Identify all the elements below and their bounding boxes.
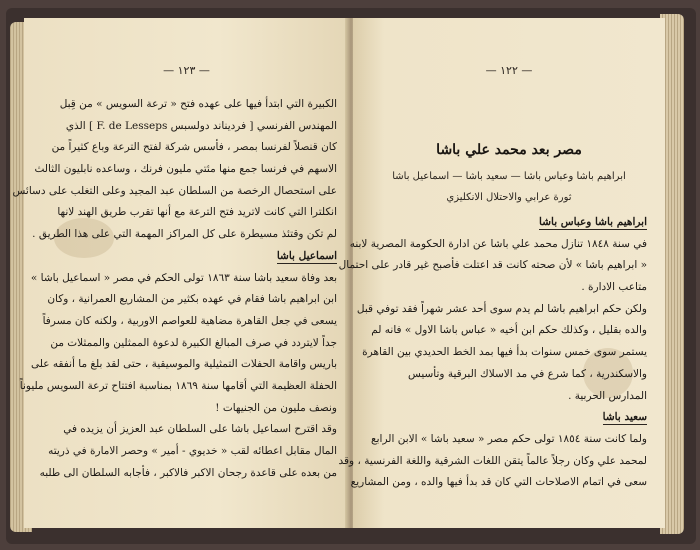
text-line: لم تكن وقتئذ مسيطرة على كل المراكز المهمة التي على هذا الطريق . [32, 228, 337, 241]
section-heading [371, 407, 647, 429]
text-line: يسعى في جعل القاهرة مضاهية للعواصم الاوربية ، ولكنه كان مسرفاً [42, 314, 337, 327]
section-heading [371, 212, 647, 234]
right-page [338, 18, 665, 528]
text-line: ونصف مليون من الجنيهات ! [215, 401, 337, 414]
chapter-title: مصر بعد محمد علي باشا [436, 142, 582, 158]
text-line: بعد وفاة سعيد باشا سنة ١٨٦٣ تولى الحكم في مصر « اسماعيل باشا » [30, 271, 337, 284]
text-line: في سنة ١٨٤٨ تنازل محمد علي باشا عن ادارة الحكومة المصرية لابنه [349, 237, 647, 250]
text-line: باريس واقامة الحفلات التمثيلية والموسيقية ، حتى لقد بلغ ما أنفقه على [31, 358, 337, 371]
text-line: والده بقليل ، وكذلك حكم ابن أخيه « عباس باشا الاول » فانه لم [371, 324, 647, 337]
chapter-subtitle: ابراهيم باشا وعباس باشا — سعيد باشا — اسماعيل باشا [392, 171, 626, 182]
text-line: ابن ابراهيم باشا فقام في عهده بكثير من المشاريع العمرانية ، وكان [47, 293, 337, 306]
text-line: جداً لايتردد في صرف المبالغ الكبيرة لدعوة الممثلين والممثلات من [50, 336, 337, 349]
section-heading [50, 246, 337, 268]
section-heading-text: سعيد باشا [602, 411, 647, 424]
page-number: — ١٢٢ — [485, 64, 533, 77]
text-line: الاسهم في فرنسا جمع منها مئتي مليون فرنك ، وساعده نابليون الثالث [34, 163, 337, 176]
section-heading-text: ابراهيم باشا وعباس باشا [539, 216, 647, 228]
text-line: المهندس الفرنسي [ فرديناند دولسبس F. de Lesseps ] الذي [65, 119, 337, 132]
text-line: سعى في اتمام الاصلاحات التي كان قد بدأ فيها والده ، ومن المشاريع [350, 476, 647, 489]
text-line: ولكن حكم ابراهيم باشا لم يدم سوى أحد عشر شهراً فقد توفي قبل [356, 302, 647, 315]
text-line: المال مقابل اعطائه لقب « خديوي - أمير » وحصر الامارة في ذريته [48, 445, 337, 457]
text-line: الحفلة العظيمة التي أقامها سنة ١٨٦٩ بمناسبة افتتاح ترعة السويس مليوناً [19, 379, 337, 392]
text-line: الكبيرة التي ابتدأ فيها على عهده فتح « ترعة السويس » من قِبل [59, 98, 337, 110]
left-page [12, 18, 349, 528]
left-page-text [12, 94, 337, 484]
text-line: يستمر سوى خمس سنوات بدأ فيها بمد الخط الحديدي بين القاهرة [362, 346, 647, 359]
text-line: متاعب الادارة . [581, 281, 647, 294]
chapter-subtitle: ثورة عرابي والاحتلال الانكليزي [446, 192, 572, 203]
text-line: من بعده على قاعدة رجحان الاكبر فالاكبر ، فأجابه السلطان الى طلبه [39, 466, 337, 479]
text-line: وقد اقترح اسماعيل باشا على السلطان عبد العزيز أن يزيده في [63, 423, 337, 436]
text-line: ولما كانت سنة ١٨٥٤ تولى حكم مصر « سعيد باشا » الابن الرابع [371, 432, 647, 445]
text-line: كان قنصلاً لفرنسا بمصر ، فأسس شركة لفتح الترعة وباع كثيراً من [51, 141, 337, 154]
text-line: والاسكندرية ، كما شرع في مد الاسلاك البرقية وتأسيس [407, 367, 647, 380]
section-heading-text: اسماعيل باشا [276, 249, 337, 262]
page-number: — ١٢٣ — [163, 64, 210, 77]
text-line: انكلترا التي كانت لاتريد فتح الترعة مع أنها تقرب طريق الهند لانها [57, 206, 337, 219]
text-line: « ابراهيم باشا » لأن صحته كانت قد اعتلت فأصبح غير قادر على احتمال [338, 259, 647, 272]
text-line: على استحصال الرخصة من السلطان عبد المجيد وعلى التغلب على دسائس [12, 184, 337, 197]
text-line: لمحمد علي وكان رجلاً عالماً يتقن اللغات الشرقية واللغة الفرنسية ، وقد [338, 454, 647, 467]
text-line: المدارس الحربية . [568, 389, 647, 402]
right-page-text [338, 212, 647, 494]
